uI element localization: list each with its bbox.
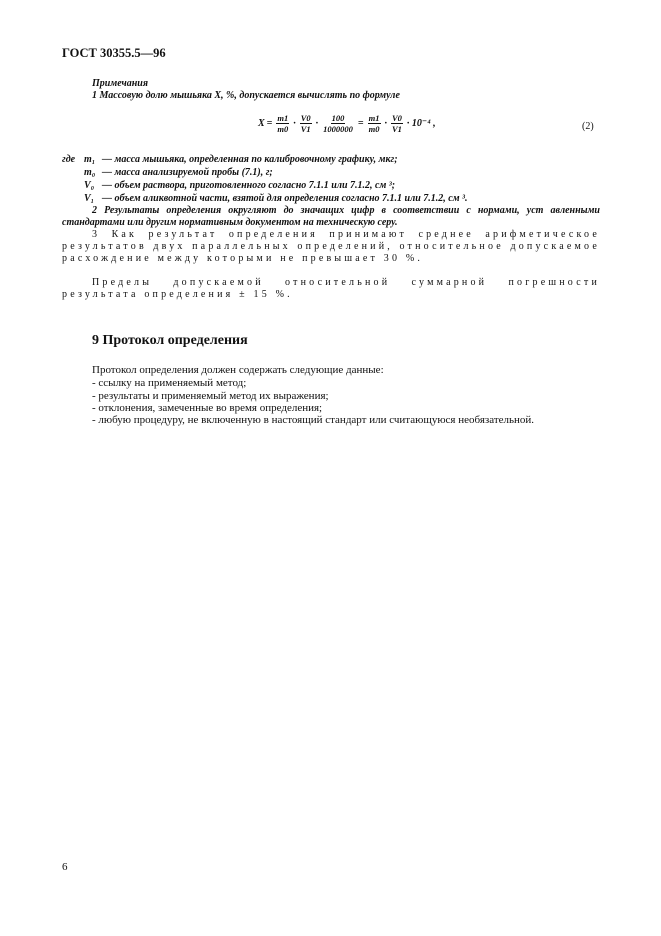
document-code: ГОСТ 30355.5—96	[62, 46, 166, 60]
notes-title: Примечания	[92, 78, 149, 89]
where-row-v0: V₀ — объем раствора, приготовленного согласно 7.1.1 или 7.1.2, см ³;	[84, 180, 396, 191]
where-row-m1: где m₁ — масса мышьяка, определенная по калибровочному графику, мкг;	[62, 154, 398, 165]
formula: X = $\frac{m1}{m0}$ · $\frac{V0}{V1}$ · $\frac{100}{1000000}$ = $\frac{m1}{m0}$ · $\frac{V0}{V1}$ · 10⁻⁴ ,	[258, 113, 436, 134]
note-1: 1 Массовую долю мышьяка X, %, допускается вычислять по формуле	[92, 90, 400, 101]
note-4: Пределы допускаемой относительной суммарной погрешности результата определения ± 15 %.	[62, 277, 600, 300]
section-9-intro: Протокол определения должен содержать следующие данные:	[92, 364, 384, 376]
fraction-m1-m0-2: $\frac{m1}{m0}$	[368, 113, 380, 134]
formula-tail: · 10⁻⁴ ,	[406, 118, 436, 129]
fraction-100-1000000: $\frac{100}{1000000}$	[323, 113, 353, 134]
note-3: 3 Как результат определения принимают среднее арифметическое результатов двух параллельных определений, относительное допускаемое расхождение между которыми не превышает 30 %.	[62, 229, 600, 264]
where-row-m0: m₀ — масса анализируемой пробы (7.1), г;	[84, 167, 273, 178]
section-9-title: 9 Протокол определения	[92, 333, 248, 348]
equation-number: (2)	[582, 121, 594, 132]
fraction-v0-v1-2: $\frac{V0}{V1}$	[392, 113, 402, 134]
where-row-v1: V₁ — объем аликвотной части, взятой для определения согласно 7.1.1 или 7.1.2, см ³.	[84, 193, 468, 204]
formula-equals-2: =	[357, 118, 364, 129]
fraction-v0-v1: $\frac{V0}{V1}$	[300, 113, 311, 134]
list-item: - ссылку на применяемый метод;	[92, 377, 247, 389]
fraction-m1-m0: $\frac{m1}{m0}$	[277, 113, 289, 134]
note-2: 2 Результаты определения округляют до значащих цифр в соответствии с нормами, уст авленными стандартами или другим нормативным документом на техническую серу.	[62, 205, 600, 228]
list-item: - отклонения, замеченные во время определения;	[92, 402, 323, 414]
list-item: - результаты и применяемый метод их выражения;	[92, 390, 329, 402]
page-number: 6	[62, 861, 68, 873]
formula-lhs: X	[258, 118, 265, 129]
formula-equals: =	[266, 118, 273, 129]
list-item: - любую процедуру, не включенную в настоящий стандарт или считающуюся необязательной.	[92, 414, 535, 426]
